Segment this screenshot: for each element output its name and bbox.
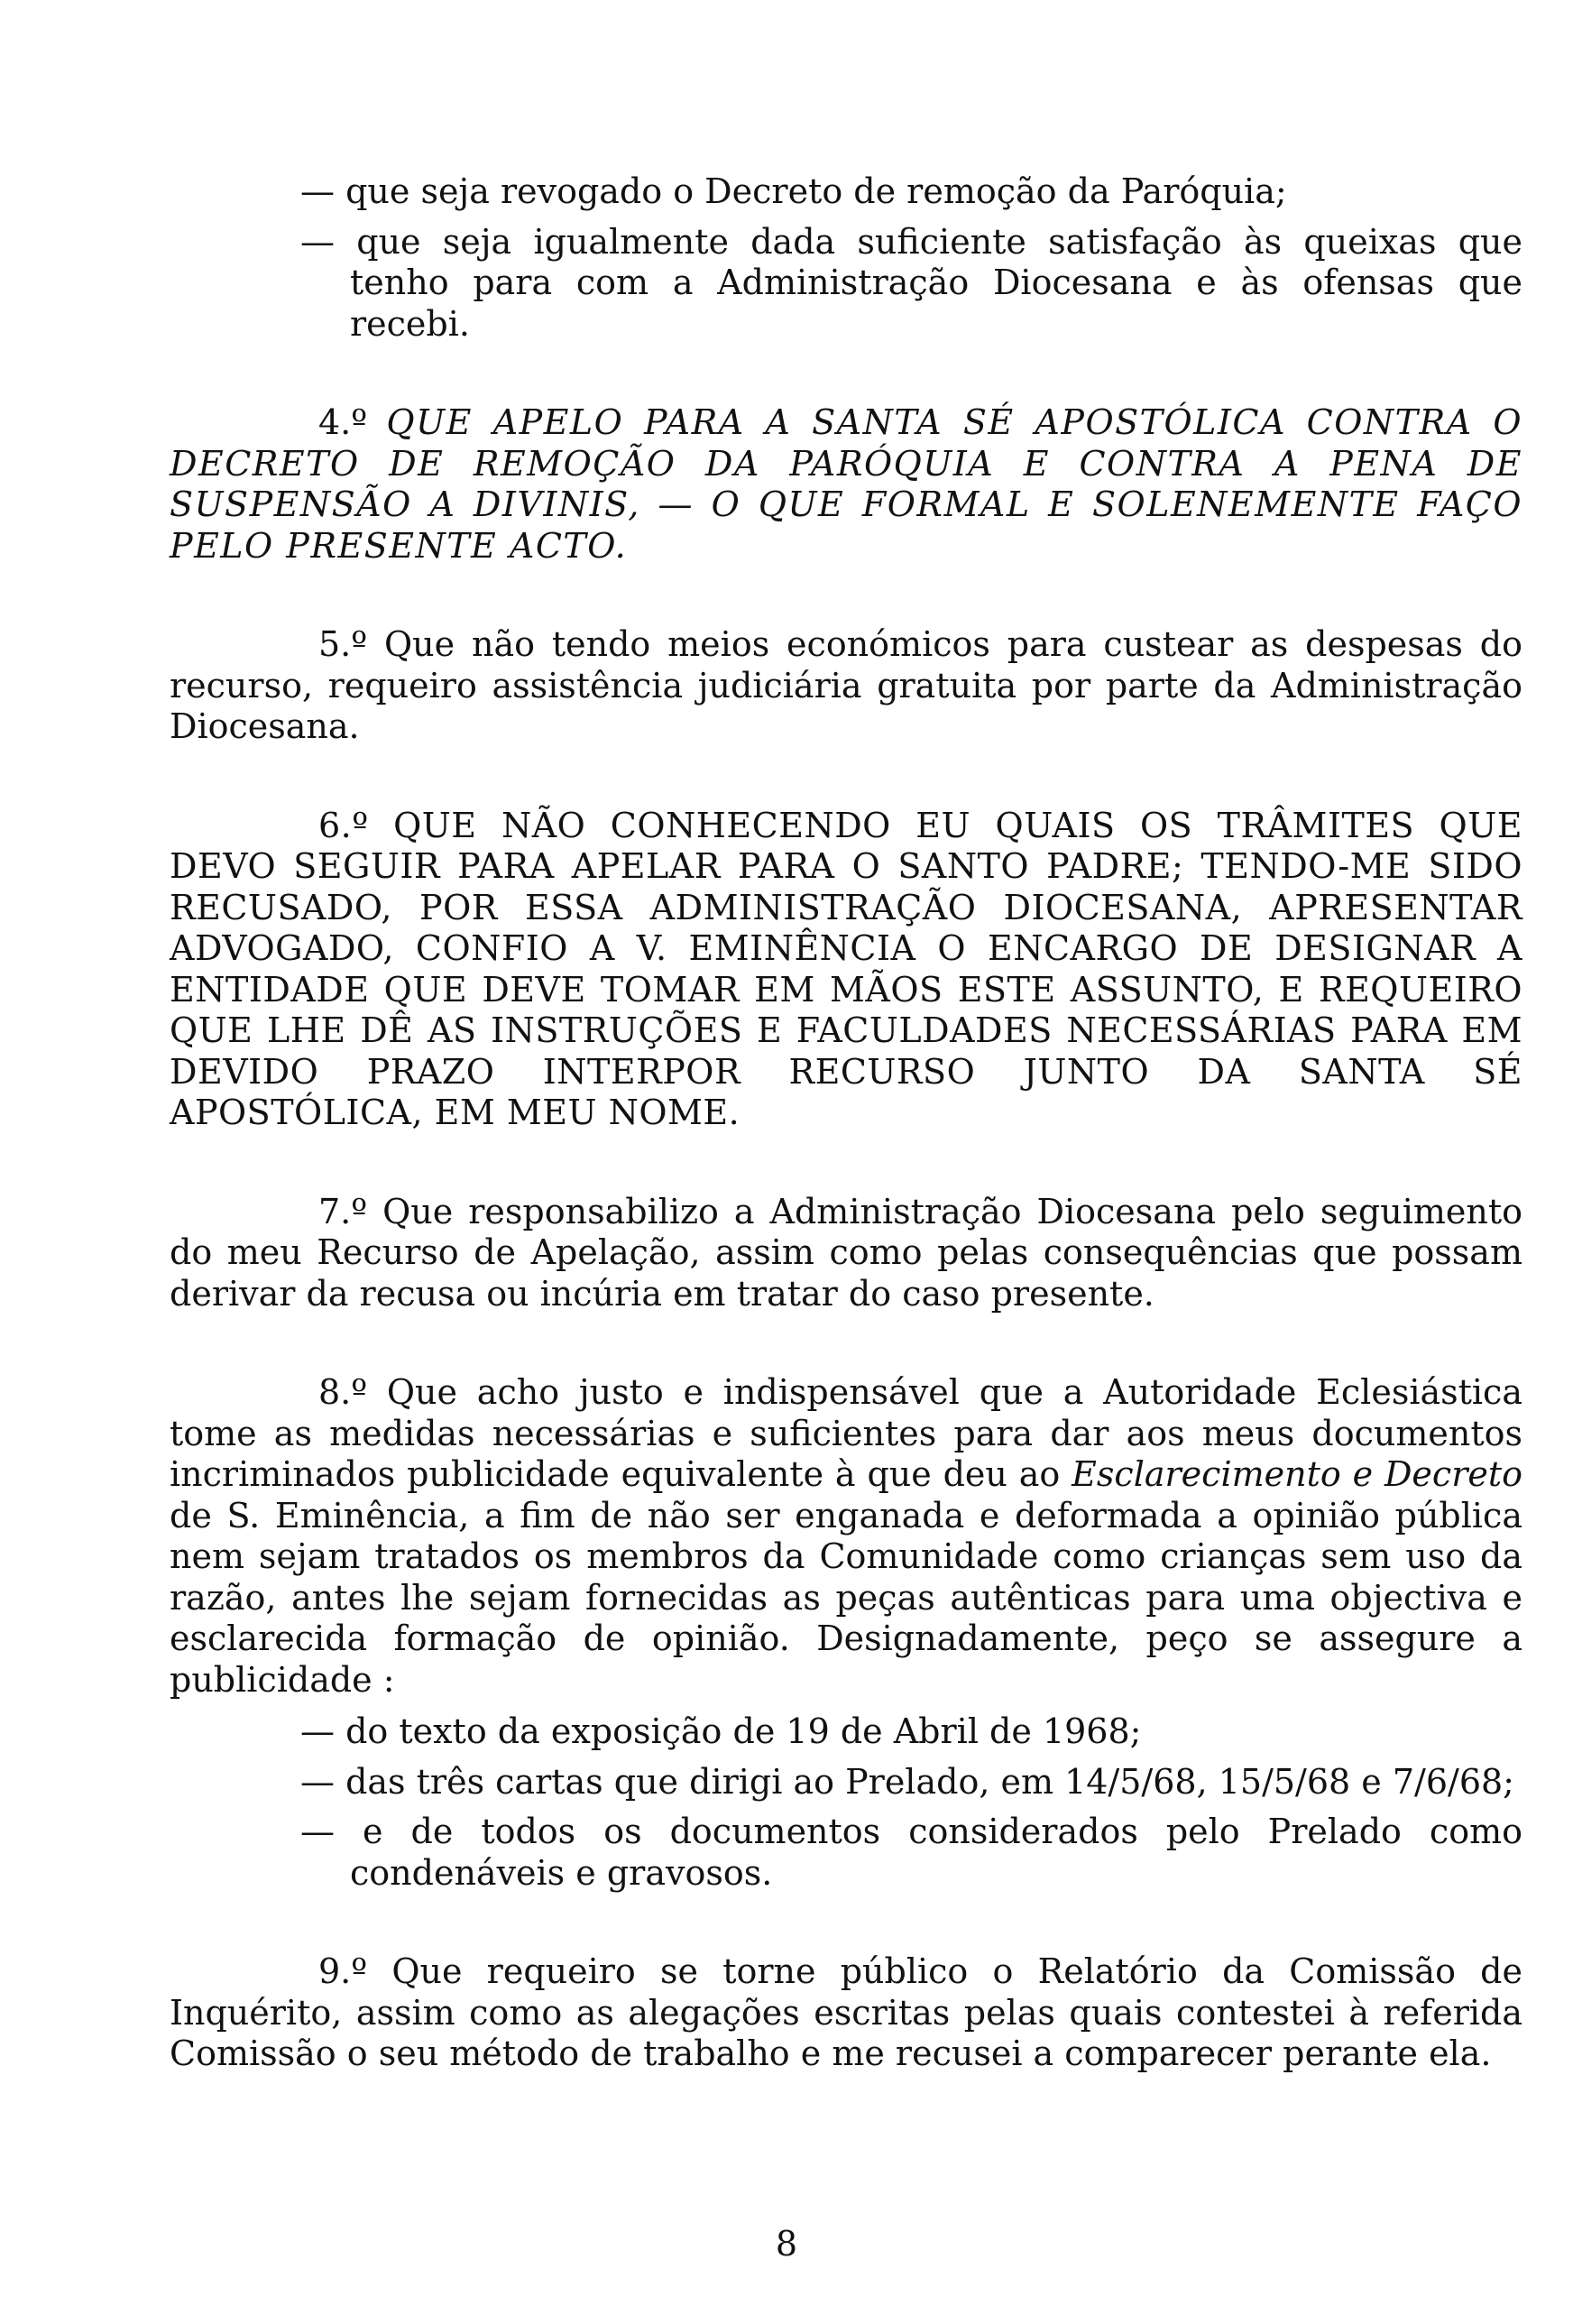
- paragraph-number: 5.º: [318, 624, 368, 664]
- list-item: — que seja revogado o Decreto de remoção da Paróquia;: [300, 171, 1287, 211]
- paragraph-text: Que requeiro se torne público o Relatório da Comissão de Inquérito, assim como as alegações escritas pelas quais contestei à referida Comissão o seu método de trabalho e me recusei a comparecer perante ela.: [170, 1951, 1522, 2073]
- paragraph-8: [170, 1372, 1522, 1701]
- paragraph-text: Que não tendo meios económicos para custear as despesas do recurso, requeiro assistência judiciária gratuita por parte da Administração Diocesana.: [170, 624, 1522, 746]
- list-item: — do texto da exposição de 19 de Abril de 1968;: [300, 1711, 1142, 1751]
- italic-title: Esclarecimento e Decreto: [1072, 1454, 1522, 1494]
- paragraph-text-cont: de S. Eminência, a fim de não ser enganada e deformada a opinião pública nem sejam tratados os membros da Comunidade como crianças sem uso da razão, antes lhe sejam fornecidas as peças autênticas para uma objectiva e esclarecida formação de opinião. Designadamente, peço se assegure a publicidade :: [170, 1495, 1522, 1700]
- document-body: [170, 171, 1522, 2075]
- paragraph-text: QUE APELO PARA A SANTA SÉ APOSTÓLICA CONTRA O DECRETO DE REMOÇÃO DA PARÓQUIA E CONTRA A PENA DE SUSPENSÃO A DIVINIS, — O QUE FORMAL E SOLENEMENTE FAÇO PELO PRESENTE ACTO.: [170, 402, 1522, 566]
- paragraph-number: 7.º: [318, 1191, 368, 1231]
- paragraph-text: Que responsabilizo a Administração Diocesana pelo seguimento do meu Recurso de Apelação, assim como pelas consequências que possam derivar da recusa ou incúria em tratar do caso presente.: [170, 1191, 1522, 1314]
- page-number: 8: [775, 2224, 798, 2264]
- paragraph-5: [170, 624, 1522, 748]
- paragraph-text: QUE NÃO CONHECENDO EU QUAIS OS TRÂMITES QUE DEVO SEGUIR PARA APELAR PARA O SANTO PADRE; TENDO-ME SIDO RECUSADO, POR ESSA ADMINISTRAÇÃO DIOCESANA, APRESENTAR ADVOGADO, CONFIO A V. EMINÊNCIA O ENCARGO DE DESIGNAR A ENTIDADE QUE DEVE TOMAR EM MÃOS ESTE ASSUNTO, E REQUEIRO QUE LHE DÊ AS INSTRUÇÕES E FACULDADES NECESSÁRIAS PARA EM DEVIDO PRAZO INTERPOR RECURSO JUNTO DA SANTA SÉ APOSTÓLICA, EM MEU NOME.: [170, 805, 1522, 1132]
- list-item: — das três cartas que dirigi ao Prelado, em 14/5/68, 15/5/68 e 7/6/68;: [300, 1761, 1514, 1802]
- list-item: — que seja igualmente dada suficiente satisfação às queixas que tenho para com a Administração Diocesana e às ofensas que recebi.: [300, 221, 1522, 344]
- paragraph-number: 9.º: [318, 1951, 368, 1991]
- paragraph-number: 6.º: [318, 805, 369, 845]
- list-item: — e de todos os documentos considerados pelo Prelado como condenáveis e gravosos.: [300, 1812, 1522, 1893]
- paragraph-7: [170, 1192, 1522, 1315]
- paragraph-6: [170, 806, 1522, 1134]
- paragraph-text: Que acho justo e indispensável que a Autoridade Eclesiástica tome as medidas necessárias e suficientes para dar aos meus documentos incriminados publicidade equivalente à que deu ao: [170, 1372, 1522, 1494]
- paragraph-number: 4.º: [318, 402, 368, 442]
- top-list: [170, 171, 1522, 345]
- paragraph-9: [170, 1951, 1522, 2075]
- publicity-list: [170, 1711, 1522, 1894]
- paragraph-4: [170, 402, 1522, 567]
- paragraph-number: 8.º: [318, 1372, 368, 1412]
